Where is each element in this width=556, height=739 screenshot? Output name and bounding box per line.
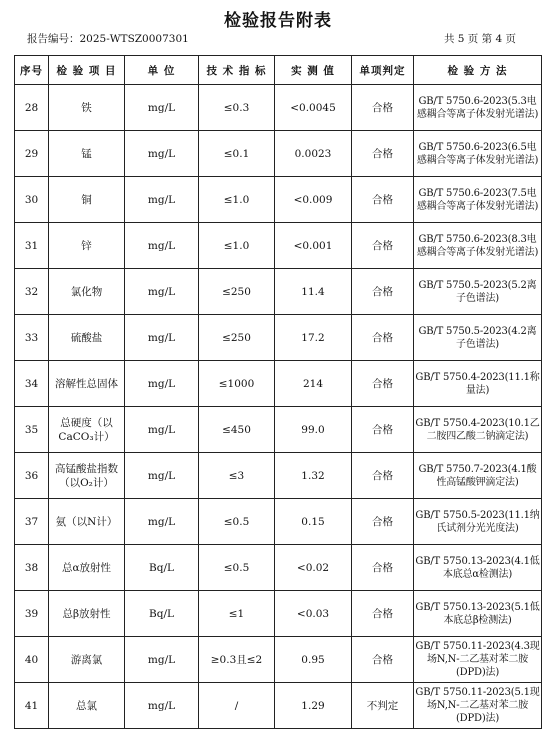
measured-value: 17.2 <box>275 315 352 361</box>
test-method: GB/T 5750.6-2023(5.3电感耦合等离子体发射光谱法) <box>414 85 542 131</box>
verdict: 合格 <box>352 223 414 269</box>
table-row <box>15 131 542 177</box>
verdict: 合格 <box>352 545 414 591</box>
verdict: 合格 <box>352 85 414 131</box>
technical-limit: ≤1.0 <box>199 223 275 269</box>
technical-limit: ≤0.3 <box>199 85 275 131</box>
verdict: 合格 <box>352 315 414 361</box>
measured-value: 0.0023 <box>275 131 352 177</box>
technical-limit: ≤450 <box>199 407 275 453</box>
test-method: GB/T 5750.6-2023(8.3电感耦合等离子体发射光谱法) <box>414 223 542 269</box>
row-number: 28 <box>15 85 49 131</box>
technical-limit: ≤0.5 <box>199 545 275 591</box>
verdict: 不判定 <box>352 683 414 729</box>
verdict: 合格 <box>352 407 414 453</box>
unit: mg/L <box>125 131 199 177</box>
measured-value: <0.009 <box>275 177 352 223</box>
unit: mg/L <box>125 499 199 545</box>
technical-limit: ≤0.1 <box>199 131 275 177</box>
row-number: 33 <box>15 315 49 361</box>
unit: mg/L <box>125 85 199 131</box>
col-header-item: 检 验 项 目 <box>49 56 125 85</box>
verdict: 合格 <box>352 177 414 223</box>
table-row <box>15 361 542 407</box>
test-method: GB/T 5750.4-2023(11.1称量法) <box>414 361 542 407</box>
test-method: GB/T 5750.7-2023(4.1酸性高锰酸钾滴定法) <box>414 453 542 499</box>
report-number: 报告编号：2025-WTSZ0007301 <box>27 33 189 45</box>
verdict: 合格 <box>352 361 414 407</box>
table-row <box>15 545 542 591</box>
test-item: 锰 <box>49 131 125 177</box>
unit: mg/L <box>125 453 199 499</box>
page-info: 共 5 页 第 4 页 <box>443 33 516 45</box>
row-number: 39 <box>15 591 49 637</box>
test-item: 总α放射性 <box>49 545 125 591</box>
test-method: GB/T 5750.13-2023(5.1低本底总β检测法) <box>414 591 542 637</box>
table-row <box>15 223 542 269</box>
technical-limit: / <box>199 683 275 729</box>
unit: mg/L <box>125 407 199 453</box>
row-number: 35 <box>15 407 49 453</box>
test-method: GB/T 5750.5-2023(11.1纳氏试剂分光光度法) <box>414 499 542 545</box>
technical-limit: ≤250 <box>199 315 275 361</box>
row-number: 36 <box>15 453 49 499</box>
measured-value: <0.03 <box>275 591 352 637</box>
row-number: 34 <box>15 361 49 407</box>
test-method: GB/T 5750.4-2023(10.1乙二胺四乙酸二钠滴定法) <box>414 407 542 453</box>
verdict: 合格 <box>352 591 414 637</box>
test-item: 锌 <box>49 223 125 269</box>
row-number: 32 <box>15 269 49 315</box>
technical-limit: ≤250 <box>199 269 275 315</box>
test-method: GB/T 5750.5-2023(4.2离子色谱法) <box>414 315 542 361</box>
test-item: 总β放射性 <box>49 591 125 637</box>
report-title: 检验报告附表 <box>224 11 332 31</box>
row-number: 40 <box>15 637 49 683</box>
test-method: GB/T 5750.5-2023(5.2离子色谱法) <box>414 269 542 315</box>
table-row <box>15 453 542 499</box>
test-item: 氨（以N计） <box>49 499 125 545</box>
unit: mg/L <box>125 269 199 315</box>
col-header-verdict: 单项判定 <box>352 56 414 85</box>
test-item: 游离氯 <box>49 637 125 683</box>
row-number: 41 <box>15 683 49 729</box>
technical-limit: ≤3 <box>199 453 275 499</box>
test-item: 总硬度（以CaCO₃计） <box>49 407 125 453</box>
test-item: 铜 <box>49 177 125 223</box>
verdict: 合格 <box>352 131 414 177</box>
test-item: 铁 <box>49 85 125 131</box>
test-method: GB/T 5750.11-2023(5.1现场N,N-二乙基对苯二胺(DPD)法) <box>414 683 542 729</box>
unit: mg/L <box>125 177 199 223</box>
measured-value: <0.0045 <box>275 85 352 131</box>
test-item: 高锰酸盐指数（以O₂计） <box>49 453 125 499</box>
measured-value: 11.4 <box>275 269 352 315</box>
verdict: 合格 <box>352 453 414 499</box>
verdict: 合格 <box>352 499 414 545</box>
table-row <box>15 637 542 683</box>
verdict: 合格 <box>352 269 414 315</box>
table-row <box>15 315 542 361</box>
table-row <box>15 269 542 315</box>
measured-value: 1.32 <box>275 453 352 499</box>
test-method: GB/T 5750.6-2023(6.5电感耦合等离子体发射光谱法) <box>414 131 542 177</box>
test-item: 溶解性总固体 <box>49 361 125 407</box>
test-method: GB/T 5750.6-2023(7.5电感耦合等离子体发射光谱法) <box>414 177 542 223</box>
col-header-limit: 技 术 指 标 <box>199 56 275 85</box>
unit: mg/L <box>125 637 199 683</box>
col-header-value: 实 测 值 <box>275 56 352 85</box>
table-row <box>15 177 542 223</box>
technical-limit: ≤0.5 <box>199 499 275 545</box>
row-number: 31 <box>15 223 49 269</box>
technical-limit: ≤1 <box>199 591 275 637</box>
row-number: 29 <box>15 131 49 177</box>
unit: Bq/L <box>125 591 199 637</box>
unit: mg/L <box>125 315 199 361</box>
test-item: 氯化物 <box>49 269 125 315</box>
test-method: GB/T 5750.11-2023(4.3现场N,N-二乙基对苯二胺(DPD)法) <box>414 637 542 683</box>
row-number: 37 <box>15 499 49 545</box>
technical-limit: ≤1000 <box>199 361 275 407</box>
measured-value: 1.29 <box>275 683 352 729</box>
measured-value: 0.95 <box>275 637 352 683</box>
test-method: GB/T 5750.13-2023(4.1低本底总α检测法) <box>414 545 542 591</box>
row-number: 30 <box>15 177 49 223</box>
technical-limit: ≥0.3且≤2 <box>199 637 275 683</box>
test-item: 总氯 <box>49 683 125 729</box>
table-row <box>15 683 542 729</box>
test-item: 硫酸盐 <box>49 315 125 361</box>
measured-value: <0.001 <box>275 223 352 269</box>
measured-value: 214 <box>275 361 352 407</box>
measured-value: 99.0 <box>275 407 352 453</box>
col-header-unit: 单 位 <box>125 56 199 85</box>
unit: mg/L <box>125 223 199 269</box>
col-header-method: 检 验 方 法 <box>414 56 542 85</box>
measured-value: <0.02 <box>275 545 352 591</box>
technical-limit: ≤1.0 <box>199 177 275 223</box>
table-header-row <box>15 56 542 85</box>
measured-value: 0.15 <box>275 499 352 545</box>
col-header-no: 序号 <box>15 56 49 85</box>
table-row <box>15 85 542 131</box>
unit: mg/L <box>125 683 199 729</box>
results-table <box>14 55 542 729</box>
unit: Bq/L <box>125 545 199 591</box>
row-number: 38 <box>15 545 49 591</box>
table-row <box>15 591 542 637</box>
table-row <box>15 499 542 545</box>
table-row <box>15 407 542 453</box>
verdict: 合格 <box>352 637 414 683</box>
unit: mg/L <box>125 361 199 407</box>
